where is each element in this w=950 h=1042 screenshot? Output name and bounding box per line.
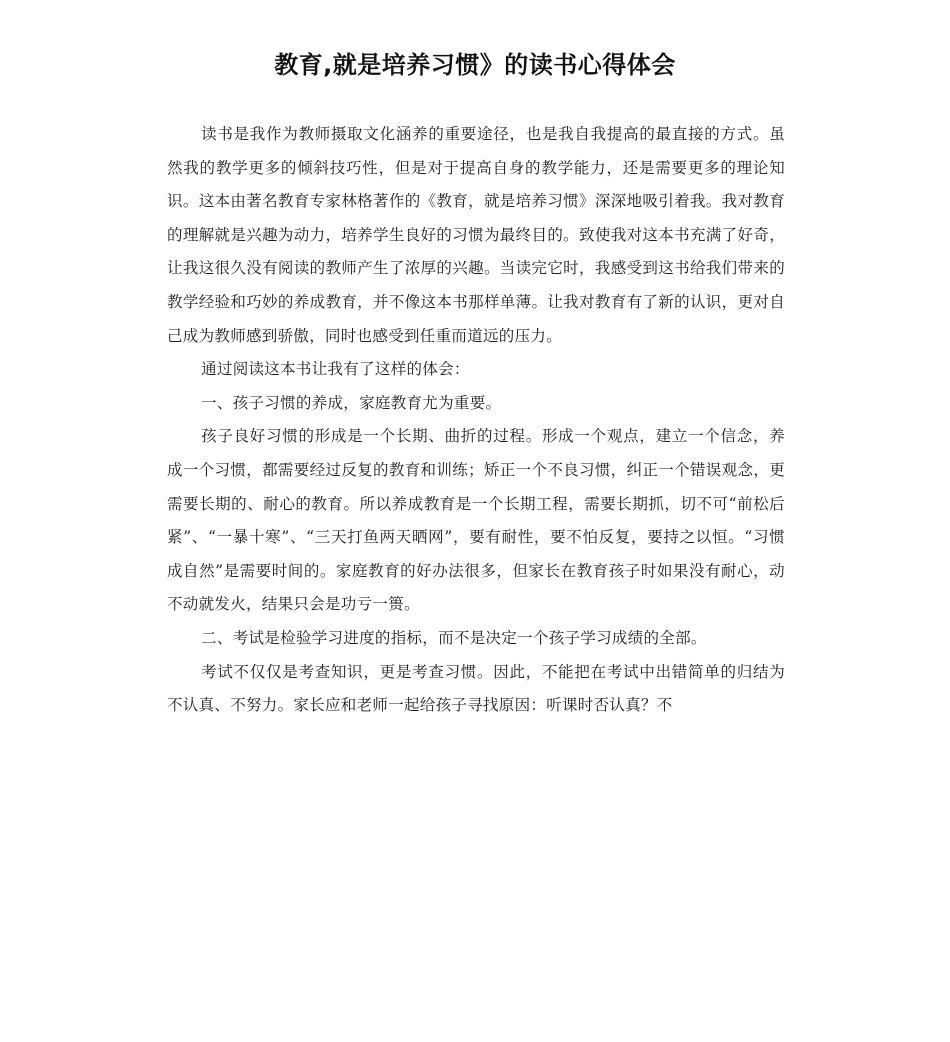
paragraph-section-2: 考试不仅仅是考查知识，更是考查习惯。因此，不能把在考试中出错简单的归结为不认真、不努力。家长应和老师一起给孩子寻找原因：听课时否认真？不 bbox=[167, 662, 785, 715]
section-heading-2: 二、考试是检验学习进度的指标，而不是决定一个孩子学习成绩的全部。 bbox=[201, 628, 707, 647]
section-heading-1: 一、孩子习惯的养成，家庭教育尤为重要。 bbox=[201, 393, 502, 412]
paragraph-intro: 读书是我作为教师摄取文化涵养的重要途径，也是我自我提高的最直接的方式。虽然我的教学更多的倾斜技巧性，但是对于提高自身的教学能力，还是需要更多的理论知识。这本由著名教育专家林格著作的《教育，就是培养习惯》深深地吸引着我。我对教育的理解就是兴趣为动力，培养学生良好的习惯为最终目的。致使我对这本书充满了好奇，让我这很久没有阅读的教师产生了浓厚的兴趣。当读完它时，我感受到这书给我们带来的教学经验和巧妙的养成教育，并不像这本书那样单薄。让我对教育有了新的认识，更对自己成为教师感到骄傲，同时也感受到任重而道远的压力。 bbox=[167, 125, 785, 345]
document-title: 教育,就是培养习惯》的读书心得体会 bbox=[274, 51, 676, 79]
paragraph-section-1: 孩子良好习惯的形成是一个长期、曲折的过程。形成一个观点，建立一个信念，养成一个习惯，都需要经过反复的教育和训练；矫正一个不良习惯，纠正一个错误观念，更需要长期的、耐心的教育。所以养成教育是一个长期工程，需要长期抓，切不可“前松后紧”、“一暴十寒”、“三天打鱼两天晒网”，要有耐性，要不怕反复，要持之以恒。“习惯成自然”是需要时间的。家庭教育的好办法很多，但家长在教育孩子时如果没有耐心，动不动就发火，结果只会是功亏一篑。 bbox=[167, 427, 785, 614]
document-body bbox=[167, 118, 785, 723]
paragraph-lead-in: 通过阅读这本书让我有了这样的体会： bbox=[201, 360, 470, 379]
